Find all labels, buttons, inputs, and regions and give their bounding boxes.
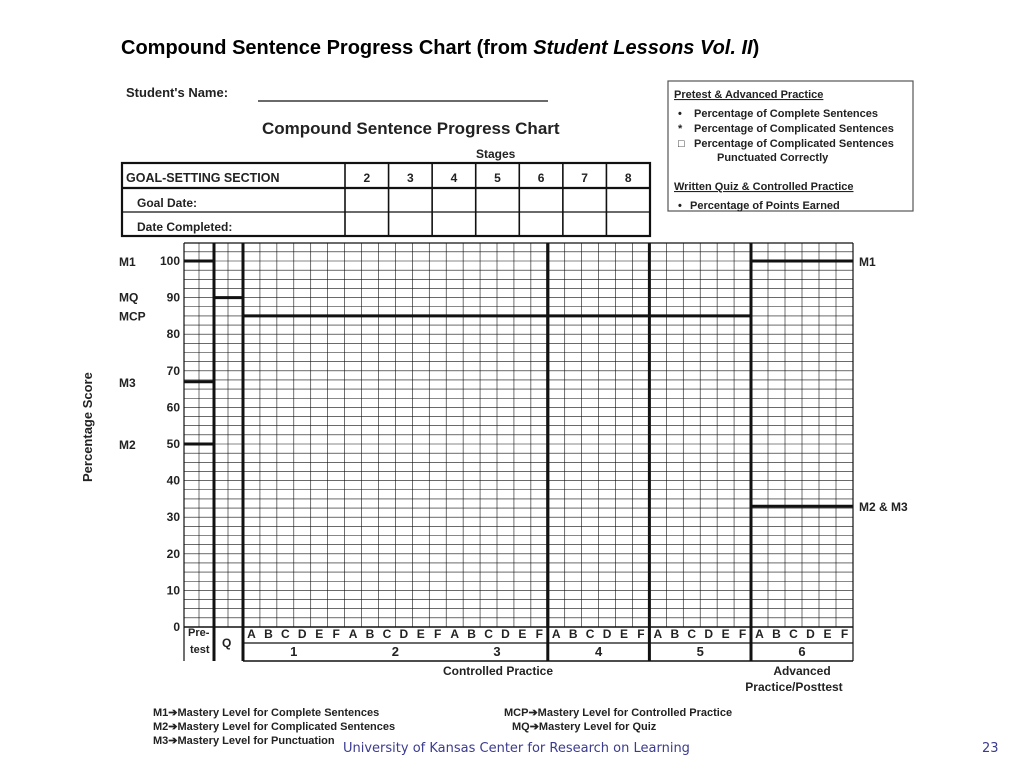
y-tick-label: 80	[166, 327, 180, 342]
legend-item-continued: Punctuated Correctly	[717, 152, 829, 164]
lesson-letter: F	[434, 627, 442, 641]
stage-number: 5	[494, 171, 501, 185]
lesson-letter: D	[297, 627, 307, 641]
lesson-letter: F	[332, 627, 340, 641]
key-entry: MCP➔Mastery Level for Controlled Practice	[504, 707, 733, 719]
y-tick-label: 0	[173, 620, 180, 634]
y-tick-label: 60	[166, 400, 180, 415]
y-axis-label: Percentage Score	[80, 372, 95, 482]
stage-number: 7	[581, 171, 588, 185]
legend-heading-pretest: Pretest & Advanced Practice	[674, 89, 824, 101]
quiz-label: Q	[222, 636, 232, 650]
lesson-letter: D	[602, 627, 612, 641]
footer-text: University of Kansas Center for Research on Learning	[343, 741, 690, 756]
legend-heading-quiz: Written Quiz & Controlled Practice	[674, 181, 854, 193]
page-number: 23	[982, 741, 999, 756]
y-tick-label: 30	[166, 510, 180, 525]
lesson-letter: C	[789, 627, 798, 641]
lesson-letter: C	[484, 627, 493, 641]
lesson-number: 1	[290, 644, 298, 659]
lesson-letter: A	[551, 627, 561, 641]
lesson-letter: C	[382, 627, 392, 641]
key-entry: M3➔Mastery Level for Punctuation	[153, 735, 335, 747]
stages-label: Stages	[476, 147, 516, 161]
lesson-letter: F	[840, 627, 849, 641]
lesson-number: 6	[798, 644, 806, 659]
form-chart-title: Compound Sentence Progress Chart	[262, 119, 560, 138]
lesson-letter: E	[823, 627, 832, 641]
title-suffix: )	[752, 37, 760, 59]
lesson-letter: B	[365, 627, 375, 641]
lesson-number: 3	[493, 644, 501, 659]
lesson-letter: F	[535, 627, 544, 641]
pretest-label: Pre-	[188, 627, 210, 639]
left-marker-label: MQ	[119, 290, 139, 305]
lesson-letter: B	[467, 627, 476, 641]
y-tick-label: 100	[159, 254, 180, 268]
y-tick-label: 20	[166, 546, 180, 561]
controlled-practice-label: Controlled Practice	[442, 664, 554, 678]
lesson-letter: E	[518, 627, 527, 641]
y-tick-label: 40	[166, 473, 180, 488]
title-italic: Student Lessons Vol. II	[533, 37, 753, 59]
legend-item: Percentage of Complicated Sentences	[694, 138, 894, 150]
lesson-letter: C	[687, 627, 697, 641]
y-tick-label: 50	[166, 437, 180, 451]
lesson-letter: B	[772, 627, 781, 641]
left-marker-label: M3	[119, 375, 136, 390]
lesson-letter: D	[501, 627, 510, 641]
lesson-letter: C	[585, 627, 595, 641]
date-completed-label: Date Completed:	[137, 220, 233, 234]
lesson-letter: A	[653, 627, 663, 641]
right-marker-label: M1	[859, 255, 876, 269]
lesson-letter: D	[704, 627, 714, 641]
advanced-label: Practice/Posttest	[745, 680, 843, 694]
key-entry: MQ➔Mastery Level for Quiz	[512, 721, 657, 733]
lesson-letter: B	[264, 627, 273, 641]
legend-item: Percentage of Complete Sentences	[694, 108, 879, 120]
stage-number: 3	[407, 171, 414, 185]
goal-date-label: Goal Date:	[137, 196, 198, 210]
legend-symbol: *	[678, 123, 683, 135]
stage-number: 8	[624, 171, 632, 185]
lesson-letter: D	[399, 627, 409, 641]
lesson-letter: F	[738, 627, 747, 641]
title-prefix: Compound Sentence Progress Chart (from	[121, 37, 534, 59]
advanced-label: Advanced	[773, 664, 831, 678]
legend-symbol: •	[678, 200, 682, 212]
key-entry: M2➔Mastery Level for Complicated Sentences	[153, 721, 396, 733]
legend-symbol: •	[678, 108, 682, 120]
lesson-letter: A	[450, 627, 460, 641]
student-name-label: Student's Name:	[126, 85, 229, 100]
lesson-letter: E	[619, 627, 629, 641]
lesson-letter: B	[670, 627, 680, 641]
legend-item: Percentage of Complicated Sentences	[694, 123, 894, 135]
lesson-letter: F	[637, 627, 645, 641]
goal-setting-label: GOAL-SETTING SECTION	[126, 171, 280, 185]
y-tick-label: 90	[166, 290, 180, 305]
lesson-letter: D	[806, 627, 815, 641]
lesson-letter: E	[721, 627, 730, 641]
key-entry: M1➔Mastery Level for Complete Sentences	[153, 707, 380, 719]
lesson-number: 2	[391, 644, 400, 659]
left-marker-label: M2	[119, 438, 136, 452]
lesson-letter: E	[416, 627, 425, 641]
pretest-label: test	[190, 644, 210, 656]
y-tick-label: 10	[166, 583, 180, 598]
stage-number: 6	[537, 171, 545, 185]
legend-symbol: □	[678, 138, 685, 150]
stage-number: 2	[363, 171, 371, 185]
y-tick-label: 70	[166, 363, 180, 378]
lesson-number: 5	[696, 644, 704, 659]
legend-item: Percentage of Points Earned	[690, 200, 840, 212]
lesson-letter: A	[247, 627, 256, 641]
lesson-letter: E	[315, 627, 324, 641]
lesson-letter: A	[755, 627, 764, 641]
stage-number: 4	[450, 171, 458, 185]
lesson-letter: B	[568, 627, 578, 641]
left-marker-label: MCP	[119, 309, 146, 324]
right-marker-label: M2 & M3	[859, 500, 908, 515]
lesson-letter: A	[348, 627, 358, 641]
lesson-letter: C	[280, 627, 290, 641]
left-marker-label: M1	[119, 255, 136, 269]
lesson-number: 4	[594, 644, 603, 659]
